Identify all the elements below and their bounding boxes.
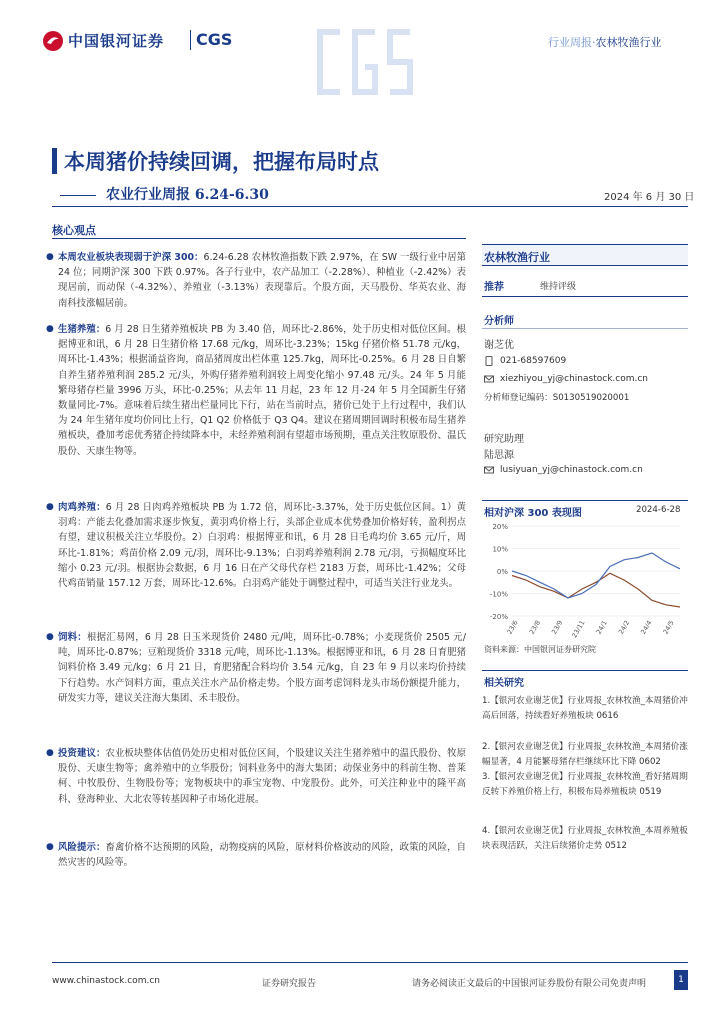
bullet-icon: ● bbox=[46, 324, 54, 334]
rating-label: 推荐 bbox=[484, 282, 504, 293]
chart-ytick-label: -10% bbox=[489, 590, 508, 599]
report-date: 2024 年 6 月 30 日 bbox=[604, 192, 695, 203]
paragraph-chicken bbox=[46, 500, 466, 591]
paragraph-text: 6 月 28 日生猪养殖板块 PB 为 3.40 倍，周环比-2.86%，处于历史相对低位区间。根据博亚和讯，6 月 28 日生猪价格 17.68 元/kg，周环比-3.23%；15kg 仔猪价格 51.78 元/kg，周环比-1.43%；根据涌益咨询，商品猪周度出栏体重 125.7kg，周环比-0.25%。6 月 28 日自繁自养生猪养殖利润 285.2 元/头，外购仔猪养殖利润较上周变化缩小 97.48 元/头。24 年 5 月能繁母猪存栏量 3996 万头，环比-0.25%；从去年 11 月起，23 年 12 月-24 年 5 月全国新生仔猪数量同比-7%。意味着后续生猪出栏量同比下行，站在当前时点，猪价已处于上行过程中，我们认为 24 年生猪年度均价同比上行，Q1 Q2 价格低于 Q3 Q4。建议在猪周期回调时积极布局生猪养殖板块，叠加考虑优秀猪企持续降本中，未经养殖利润有望超市场预期，重点关注牧原股份、温氏股份、天康生物等。 bbox=[58, 324, 466, 457]
header-report-tag bbox=[548, 34, 662, 50]
paragraph-text: 6.24-6.28 农林牧渔指数下跌 2.97%，在 SW 一级行业中居第 24 位；同期沪深 300 下跌 0.97%。各子行业中，农产品加工（-2.28%）、种植业（-2.42%）表现居前，而动保（-4.32%）、养殖业（-3.13%）表现靠后。个股方面，天马股份、华英农业、海南科技涨幅居前。 bbox=[58, 252, 466, 309]
analyst-phone: 021-68597609 bbox=[500, 356, 567, 366]
chart-series-line-benchmark bbox=[512, 553, 680, 598]
title-divider bbox=[52, 206, 688, 207]
paragraph-hog bbox=[46, 322, 466, 459]
subtitle-text: 农业行业周报 6.24-6.30 bbox=[106, 187, 269, 203]
chart-xtick-label: 24/4 bbox=[639, 619, 654, 636]
chart-heading: 相对沪深 300 表现图 bbox=[484, 508, 582, 519]
related-item[interactable]: 4.【银河农业谢芝优】行业周报_农林牧渔_本周养殖板块表现活跃，关注后续猪价走势 0512 bbox=[482, 826, 688, 851]
logo-icon bbox=[42, 30, 64, 52]
paragraph-lead: 风险提示： bbox=[58, 842, 106, 853]
paragraph-feed bbox=[46, 630, 466, 706]
sidebar-industry: 农林牧渔行业 bbox=[482, 244, 688, 266]
related-item[interactable]: 3.【银河农业谢芝优】行业周报_农林牧渔_看好猪周期反转下养殖价格上行，积极布局养殖板块 0519 bbox=[482, 772, 688, 797]
related-item[interactable]: 1.【银河农业谢芝优】行业周报_农林牧渔_本周猪价冲高后回落，持续看好养殖板块 0616 bbox=[482, 696, 688, 721]
assistant-email[interactable]: lusiyuan_yj@chinastock.com.cn bbox=[500, 465, 643, 475]
chart-date: 2024-6-28 bbox=[636, 505, 681, 515]
chart-ytick-label: 10% bbox=[492, 545, 508, 554]
bullet-icon: ● bbox=[46, 502, 54, 512]
footer-report-type: 证券研究报告 bbox=[262, 979, 317, 989]
analyst-email[interactable]: xiezhiyou_yj@chinastock.com.cn bbox=[500, 374, 649, 384]
paragraph-risk bbox=[46, 840, 466, 870]
analyst-divider bbox=[482, 328, 688, 329]
paragraph-lead: 生猪养殖： bbox=[58, 324, 106, 335]
core-view-divider bbox=[52, 238, 466, 239]
core-view-heading: 核心观点 bbox=[52, 224, 96, 237]
paragraph-lead: 饲料： bbox=[58, 632, 87, 643]
bullet-icon: ● bbox=[46, 748, 54, 758]
analyst-heading: 分析师 bbox=[484, 316, 514, 327]
paragraph-lead: 投资建议： bbox=[58, 748, 106, 759]
chart-source: 资料来源：中国银河证券研究院 bbox=[484, 645, 596, 654]
assistant-heading: 研究助理 bbox=[484, 434, 524, 445]
chart-xtick-label: 24/1 bbox=[594, 619, 609, 636]
page-number: 1 bbox=[674, 970, 688, 990]
chart-xtick-label: 23/6 bbox=[505, 619, 520, 636]
chart-series-line-sector bbox=[512, 573, 680, 607]
paragraph-text: 畜禽价格不达预期的风险，动物疫病的风险，原材料价格波动的风险，政策的风险，自然灾害的风险等。 bbox=[58, 842, 466, 869]
cgs-watermark-icon bbox=[300, 12, 440, 112]
chart-xtick-label: 23/11 bbox=[570, 619, 587, 640]
title-accent-bar bbox=[52, 148, 57, 174]
paragraph-lead: 本周农业板块表现弱于沪深 300： bbox=[58, 252, 204, 263]
bullet-icon: ● bbox=[46, 842, 54, 852]
header-tag-prefix: 行业周报· bbox=[548, 36, 596, 49]
paragraph-lead: 肉鸡养殖： bbox=[58, 502, 106, 513]
analyst-name: 谢芝优 bbox=[484, 340, 514, 351]
logo-divider bbox=[190, 30, 191, 50]
footer-divider bbox=[52, 962, 688, 963]
bullet-icon: ● bbox=[46, 632, 54, 642]
rating-value: 维持评级 bbox=[540, 282, 577, 292]
email-icon bbox=[484, 465, 494, 475]
footer-disclaimer: 请务必阅读正文最后的中国银河证券股份有限公司免责声明 bbox=[412, 979, 647, 989]
chart-xtick-label: 23/8 bbox=[527, 619, 543, 636]
analyst-cert: 分析师登记编码：S0130519020001 bbox=[484, 393, 630, 403]
paragraph-text: 根据汇易网，6 月 28 日玉米现货价 2480 元/吨，周环比-0.78%；小麦现货价 2505 元/吨，周环比-0.87%；豆粕现货价 3318 元/吨，周环比-1.13%。根据博亚和讯，6 月 28 日育肥猪饲料价格 3.49 元/kg；6 月 21 日，育肥猪配合料均价 3.54 元/kg，自 23 年 9 月以来均价持续下行趋势。水产饲料方面，重点关注水产品价格走势。个股方面考虑饲料龙头市场份额提升能力，研发实力等，建议关注海大集团、禾丰股份。 bbox=[58, 632, 466, 704]
chart-xtick-label: 24/5 bbox=[661, 619, 676, 636]
subtitle-dash bbox=[60, 195, 96, 196]
assistant-name: 陆思源 bbox=[484, 450, 514, 461]
footer-url[interactable]: www.chinastock.com.cn bbox=[52, 976, 160, 986]
chart-ytick-label: 20% bbox=[492, 523, 508, 531]
chart-ytick-label: -20% bbox=[489, 613, 508, 621]
paragraph-market bbox=[46, 250, 466, 311]
chart-ytick-label: 0% bbox=[496, 568, 508, 576]
logo-text-cn: 中国银河证券 bbox=[68, 32, 165, 50]
phone-icon bbox=[484, 356, 494, 366]
chart-top-divider bbox=[482, 500, 688, 501]
related-item[interactable]: 2.【银河农业谢芝优】行业周报_农林牧渔_本周猪价涨幅显著，4 月能繁母猪存栏继续环比下降 0602 bbox=[482, 742, 688, 767]
logo-text-en: CGS bbox=[196, 30, 233, 49]
paragraph-text: 农业板块整体估值仍处历史相对低位区间，个股建议关注生猪养殖中的温氏股份、牧原股份、天康生物等；禽养殖中的立华股份；饲料业务中的海大集团；动保业务中的科前生物、普莱柯、中牧股份、生物股份等；宠物板块中的乖宝宠物、中宠股份。此外，可关注种业中的隆平高科、登海种业、大北农等转基因种子市场化进展。 bbox=[58, 748, 466, 805]
related-divider bbox=[482, 670, 688, 671]
chart-xtick-label: 23/9 bbox=[550, 619, 565, 636]
bullet-icon: ● bbox=[46, 252, 54, 262]
related-heading: 相关研究 bbox=[484, 678, 524, 689]
email-icon bbox=[484, 374, 494, 384]
page-subtitle bbox=[60, 184, 269, 204]
header-tag-main: 农林牧渔行业 bbox=[595, 36, 662, 49]
relative-performance-chart bbox=[484, 520, 688, 650]
chart-xtick-label: 24/2 bbox=[616, 619, 632, 636]
rating-divider bbox=[482, 296, 688, 297]
page-title: 本周猪价持续回调，把握布局时点 bbox=[64, 149, 379, 174]
paragraph-text: 6 月 28 日肉鸡养殖板块 PB 为 1.72 倍，周环比-3.37%，处于历史低位区间。1）黄羽鸡：产能去化叠加需求逐步恢复，黄羽鸡价格上行，头部企业成本优势叠加价格好转，盈利拐点有望，建议积极关注立华股份。2）白羽鸡：根据博亚和讯，6 月 28 日毛鸡均价 3.65 元/斤，周环比-1.81%；鸡苗价格 2.09 元/羽，周环比-9.13%；白羽鸡养殖利润 2.78 元/羽，亏损幅度环比缩小 0.23 元/羽。根据协会数据，6 月 16 日在产父母代存栏 2183 万套，周环比-1.42%；父母代鸡苗销量 157.12 万套，周环比-12.6%。白羽鸡产能处于调整过程中，可适当关注行业龙头。 bbox=[58, 502, 466, 590]
paragraph-advice bbox=[46, 746, 466, 807]
